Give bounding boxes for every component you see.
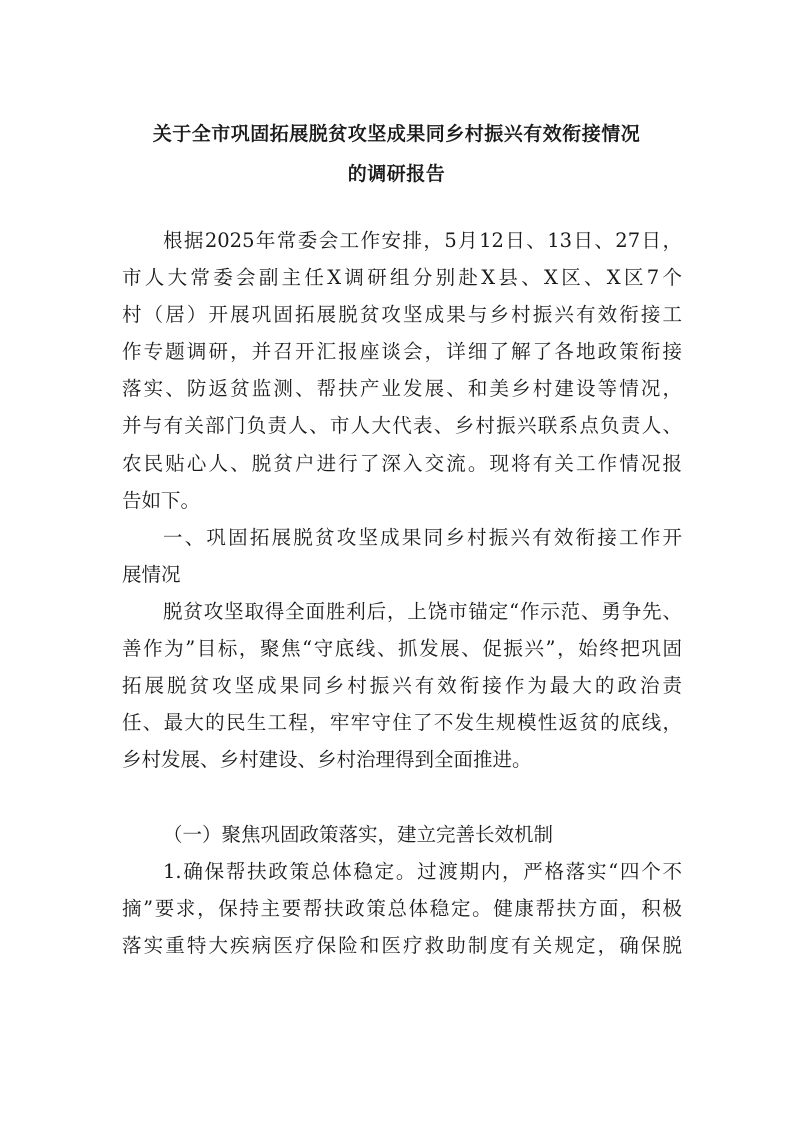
subsection-heading — [122, 816, 682, 853]
text-line: 拓展脱贫攻坚成果同乡村振兴有效衔接作为最大的政治责 — [122, 674, 682, 698]
text-line: 并与有关部门负责人、市人大代表、乡村振兴联系点负责人、 — [122, 414, 682, 438]
text-line: 摘”要求，保持主要帮扶政策总体稳定。健康帮扶方面，积极 — [122, 897, 682, 921]
text-line: 善作为”目标，聚焦“守底线、抓发展、促振兴”，始终把巩固 — [122, 637, 682, 661]
text-line: 任、最大的民生工程，牢牢守住了不发生规模性返贫的底线， — [122, 711, 682, 735]
text-line: 一、巩固拓展脱贫攻坚成果同乡村振兴有效衔接工作开 — [163, 526, 682, 549]
text-line: 告如下。 — [122, 488, 201, 512]
paragraph-intro — [122, 222, 682, 519]
text-line: 脱贫攻坚取得全面胜利后，上饶市锚定“作示范、勇争先、 — [163, 600, 682, 623]
document-title — [100, 114, 693, 194]
text-line: 根据2025年常委会工作安排，5月12日、13日、27日， — [163, 229, 682, 252]
text-line: 市人大常委会副主任X调研组分别赴X县、X区、X区7个 — [122, 266, 682, 290]
text-line: 落实重特大疾病医疗保险和医疗救助制度有关规定，确保脱 — [122, 934, 682, 958]
text-line: 村（居）开展巩固拓展脱贫攻坚成果与乡村振兴有效衔接工 — [122, 303, 682, 327]
text-line: （一）聚焦巩固政策落实，建立完善长效机制 — [163, 823, 554, 846]
text-line: 作专题调研，并召开汇报座谈会，详细了解了各地政策衔接 — [122, 340, 682, 364]
text-line: 农民贴心人、脱贫户进行了深入交流。现将有关工作情况报 — [122, 451, 682, 475]
title-line-1: 关于全市巩固拓展脱贫攻坚成果同乡村振兴有效衔接情况 — [152, 123, 641, 145]
paragraph-item-1 — [122, 853, 682, 964]
text-line: 落实、防返贫监测、帮扶产业发展、和美乡村建设等情况， — [122, 377, 682, 401]
text-line: 展情况 — [122, 563, 181, 587]
text-line: 乡村发展、乡村建设、乡村治理得到全面推进。 — [122, 748, 532, 772]
title-line-2: 的调研报告 — [347, 163, 446, 185]
paragraph-section-1 — [122, 593, 682, 778]
section-heading — [122, 519, 682, 593]
text-line: 1.确保帮扶政策总体稳定。过渡期内，严格落实“四个不 — [163, 860, 682, 883]
